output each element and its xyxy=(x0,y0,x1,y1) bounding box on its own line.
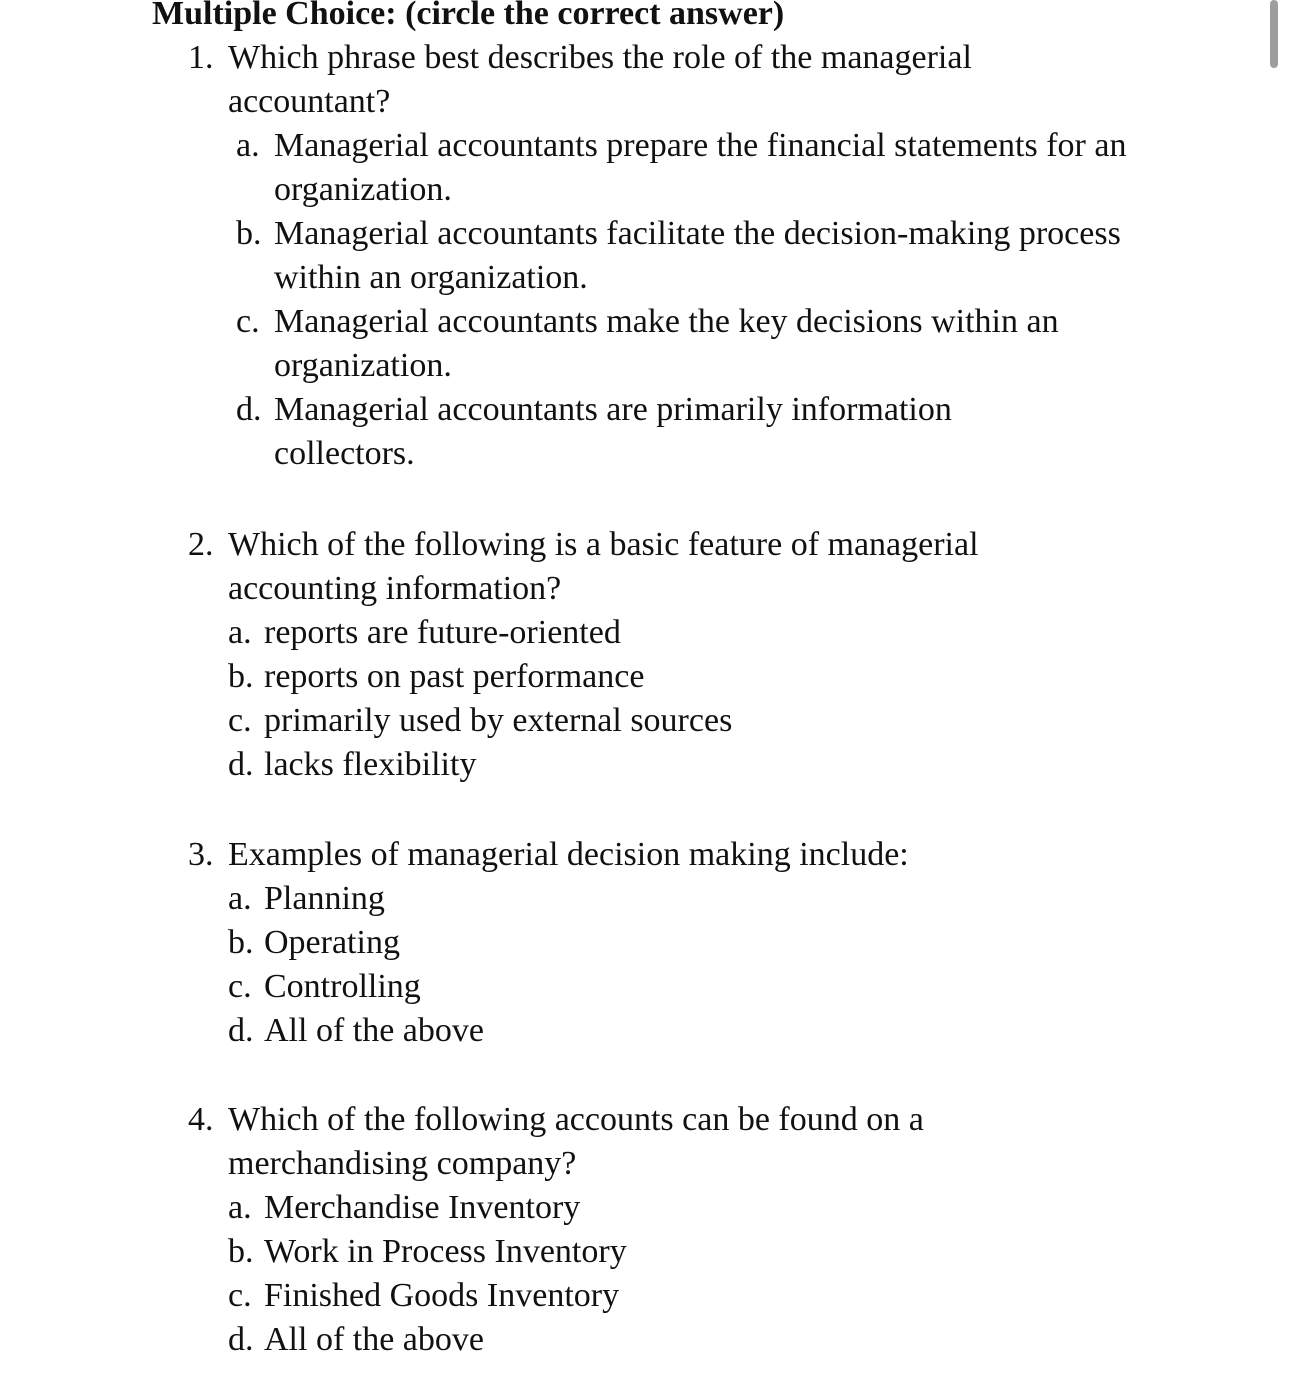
option-text: Operating xyxy=(264,924,400,961)
answer-option-c[interactable] xyxy=(228,1274,1148,1318)
answer-option-d[interactable] xyxy=(236,388,1016,476)
answer-option-c[interactable] xyxy=(228,965,1148,1009)
answer-option-a[interactable] xyxy=(228,877,1148,921)
option-text: Planning xyxy=(264,880,385,917)
option-letter: a. xyxy=(228,880,252,917)
question-number: 1. xyxy=(188,39,214,76)
option-text: Work in Process Inventory xyxy=(264,1233,627,1270)
option-text: Managerial accountants prepare the financial statements for an organization. xyxy=(274,127,1127,208)
question-stem xyxy=(188,523,1148,611)
vertical-scrollbar[interactable] xyxy=(1270,0,1278,68)
option-text: Controlling xyxy=(264,968,421,1005)
answer-option-a[interactable] xyxy=(236,124,1136,212)
option-text: primarily used by external sources xyxy=(264,702,733,739)
option-letter: c. xyxy=(228,702,252,739)
option-letter: b. xyxy=(228,658,254,695)
question-stem xyxy=(188,36,1148,124)
question-4 xyxy=(188,1098,1148,1362)
question-3 xyxy=(188,833,1148,1053)
option-letter: b. xyxy=(236,215,262,252)
question-number: 2. xyxy=(188,526,214,563)
option-letter: a. xyxy=(228,1189,252,1226)
answer-option-a[interactable] xyxy=(228,1186,1148,1230)
answer-option-c[interactable] xyxy=(228,699,1148,743)
question-text: Examples of managerial decision making include: xyxy=(228,836,909,873)
option-letter: d. xyxy=(228,1321,254,1358)
option-letter: d. xyxy=(228,1012,254,1049)
option-text: Managerial accountants make the key decisions within an organization. xyxy=(274,303,1059,384)
option-letter: a. xyxy=(228,614,252,651)
answer-options xyxy=(188,611,1148,787)
answer-options xyxy=(188,877,1148,1053)
option-text: Managerial accountants facilitate the decision-making process within an organization. xyxy=(274,215,1121,296)
option-letter: c. xyxy=(228,968,252,1005)
option-text: All of the above xyxy=(264,1012,484,1049)
question-2 xyxy=(188,523,1148,787)
answer-option-d[interactable] xyxy=(228,743,1148,787)
answer-option-a[interactable] xyxy=(228,611,1148,655)
answer-option-c[interactable] xyxy=(236,300,1136,388)
option-text: Finished Goods Inventory xyxy=(264,1277,620,1314)
question-number: 4. xyxy=(188,1101,214,1138)
question-text: Which of the following is a basic feature of managerial accounting information? xyxy=(228,526,979,607)
answer-options xyxy=(188,124,1148,476)
option-letter: c. xyxy=(228,1277,252,1314)
option-text: lacks flexibility xyxy=(264,746,477,783)
option-text: Merchandise Inventory xyxy=(264,1189,581,1226)
option-letter: b. xyxy=(228,1233,254,1270)
option-letter: a. xyxy=(236,127,260,164)
section-heading: Multiple Choice: (circle the correct answer) xyxy=(152,0,785,32)
question-stem xyxy=(188,833,1148,877)
answer-options xyxy=(188,1186,1148,1362)
option-text: All of the above xyxy=(264,1321,484,1358)
answer-option-b[interactable] xyxy=(228,655,1148,699)
question-stem xyxy=(188,1098,1148,1186)
answer-option-b[interactable] xyxy=(228,1230,1148,1274)
question-text: Which phrase best describes the role of the managerial accountant? xyxy=(228,39,972,120)
question-1 xyxy=(188,36,1148,476)
option-text: Managerial accountants are primarily information collectors. xyxy=(274,391,952,472)
option-letter: b. xyxy=(228,924,254,961)
option-letter: d. xyxy=(236,391,262,428)
answer-option-b[interactable] xyxy=(228,921,1148,965)
option-letter: d. xyxy=(228,746,254,783)
option-text: reports on past performance xyxy=(264,658,645,695)
question-text: Which of the following accounts can be found on a merchandising company? xyxy=(228,1101,924,1182)
answer-option-d[interactable] xyxy=(228,1009,1148,1053)
question-number: 3. xyxy=(188,836,214,873)
option-letter: c. xyxy=(236,303,260,340)
answer-option-d[interactable] xyxy=(228,1318,1148,1362)
option-text: reports are future-oriented xyxy=(264,614,621,651)
answer-option-b[interactable] xyxy=(236,212,1136,300)
